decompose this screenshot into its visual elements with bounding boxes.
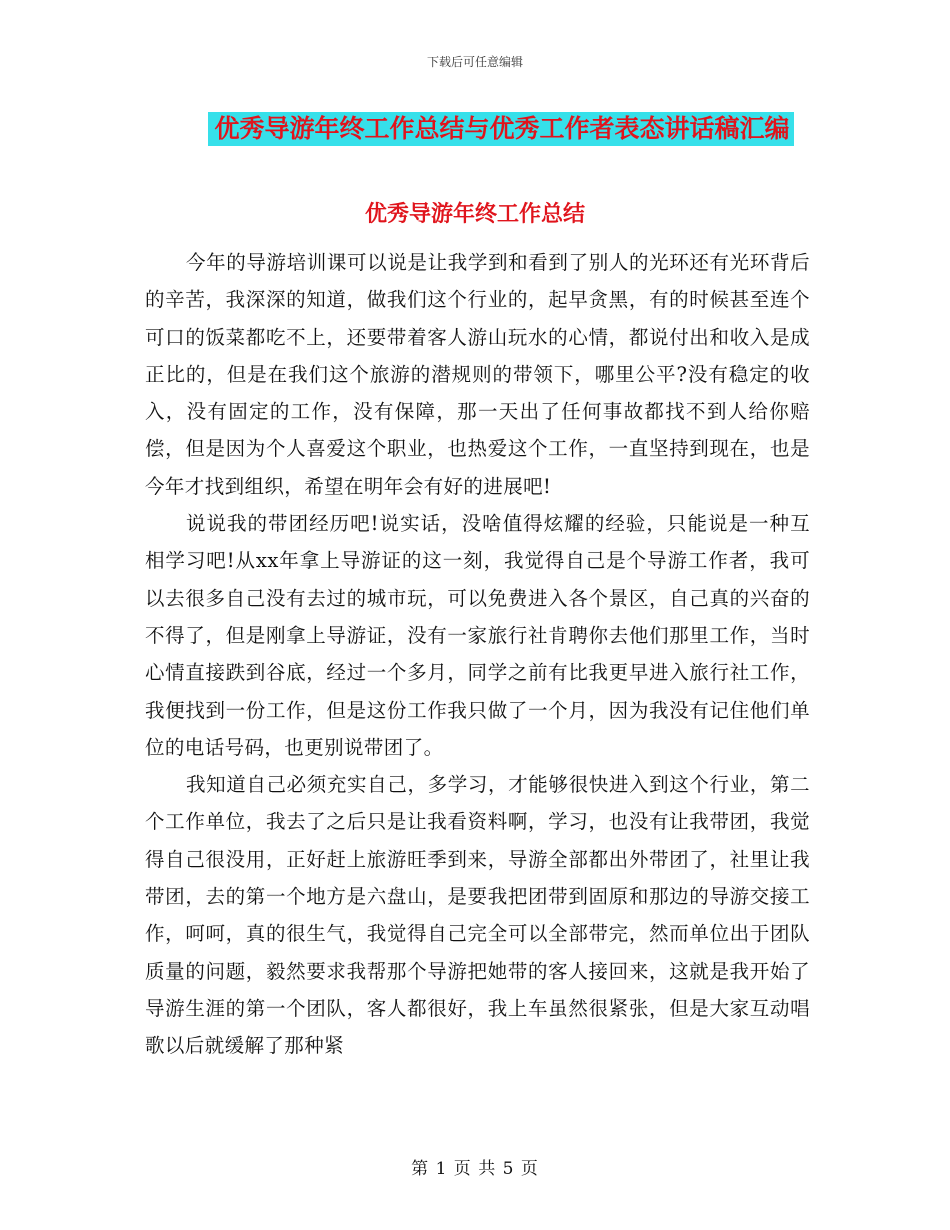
paragraph: 今年的导游培训课可以说是让我学到和看到了别人的光环还有光环背后的辛苦，我深深的知道，做我们这个行业的，起早贪黑，有的时候甚至连个可口的饭菜都吃不上，还要带着客人游山玩水的心情，都说付出和收入是成正比的，但是在我们这个旅游的潜规则的带领下，哪里公平?没有稳定的收入，没有固定的工作，没有保障，那一天出了任何事故都找不到人给你赔偿，但是因为个人喜爱这个职业，也热爱这个工作，一直坚持到现在，也是今年才找到组织，希望在明年会有好的进展吧! (145, 251, 810, 498)
page-header-note: 下载后可任意编辑 (426, 55, 523, 69)
paragraph: 说说我的带团经历吧!说实话，没啥值得炫耀的经验，只能说是一种互相学习吧!从xx年拿上导游证的这一刻，我觉得自己是个导游工作者，我可以去很多自己没有去过的城市玩，可以免费进入各个景区，自己真的兴奋的不得了，但是刚拿上导游证，没有一家旅行社肯聘你去他们那里工作，当时心情直接跌到谷底，经过一个多月，同学之前有比我更早进入旅行社工作，我便找到一份工作，但是这份工作我只做了一个月，因为我没有记住他们单位的电话号码，也更别说带团了。 (145, 512, 810, 759)
paragraph: 我知道自己必须充实自己，多学习，才能够很快进入到这个行业，第二个工作单位，我去了之后只是让我看资料啊，学习，也没有让我带团，我觉得自己很没用，正好赶上旅游旺季到来，导游全部都出外带团了，社里让我带团，去的第一个地方是六盘山，是要我把团带到固原和那边的导游交接工作，呵呵，真的很生气，我觉得自己完全可以全部带完，然而单位出于团队质量的问题，毅然要求我帮那个导游把她带的客人接回来，这就是我开始了导游生涯的第一个团队，客人都很好，我上车虽然很紧张，但是大家互动唱歌以后就缓解了那种紧 (145, 773, 810, 1058)
document-main-title: 优秀导游年终工作总结与优秀工作者表态讲话稿汇编 (208, 112, 793, 146)
page-footer: 第 1 页 共 5 页 (411, 1159, 539, 1179)
document-body (145, 244, 810, 1065)
section-title: 优秀导游年终工作总结 (364, 202, 585, 227)
main-title-container (0, 112, 950, 146)
